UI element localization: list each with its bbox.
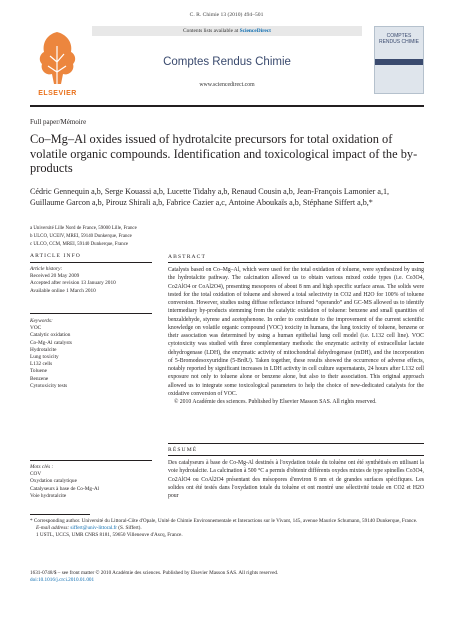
mot-cle: Catalyseurs à base de Co-Mg-Al — [30, 485, 100, 492]
article-title: Co–Mg–Al oxides issued of hydrotalcite precursors for total oxidation of volatile organic compounds. Identification and toxicological impact of the by-products — [30, 132, 418, 175]
elsevier-logo-icon — [30, 26, 85, 88]
journal-name: Comptes Rendus Chimie — [163, 56, 291, 68]
keyword: Catalytic oxidation — [30, 332, 71, 339]
abstract-rule — [168, 262, 424, 263]
publisher-wordmark: ELSEVIER — [38, 90, 77, 97]
journal-homepage-link[interactable]: www.sciencedirect.com — [199, 82, 255, 88]
journal-cover-thumbnail — [374, 26, 424, 94]
author-list: Cédric Gennequin a,b, Serge Kouassi a,b, Lucette Tidahy a,b, Renaud Cousin a,b, Jean-François Lamonier a,1, Guillaume Garcon a,b, Pirouz Shirali a,b, Fabrice Cazier a,c, Antoine Aboukaïs a,b, Stéphane Siffert a,b,* — [30, 187, 390, 207]
keywords-label: Keywords: — [30, 318, 53, 324]
mot-cle: COV — [30, 471, 42, 478]
email-suffix: (S. Siffert). — [117, 525, 142, 531]
mots-cles-block — [30, 464, 152, 500]
cover-band — [375, 59, 423, 65]
affiliation-b: b ULCO, UCEIV, MREI, 59140 Dunkerque, France — [30, 234, 132, 239]
doi-link[interactable]: doi:10.1016/j.crci.2010.01.001 — [30, 577, 95, 583]
resume-heading-block — [168, 446, 424, 454]
article-info-heading-block — [30, 253, 152, 260]
contents-availability — [92, 26, 362, 36]
abstract-heading: ABSTRACT — [168, 254, 207, 260]
footnotes — [30, 518, 424, 539]
abstract-body — [168, 266, 424, 406]
journal-reference: C. R. Chimie 13 (2010) 494–501 — [189, 12, 264, 18]
mots-rule — [30, 460, 152, 461]
abstract-text: Catalysts based on Co–Mg–Al, which were used for the total oxidation of toluene, were synthesized by using the hydrotalcite pathway. The calcination allowed us to obtain various mixed oxide types (i.e. Co3O4, Co2AlO4 or CoAl2O4), presenting mesopores of about 8 nm and high specific surface areas. The solids were tested for the total oxidation of toluene and showed a total selectivity in CO2 and H2O for 100% of toluene conversion. However, studies using diffuse reflectance infrared “operando” and GC-MS allowed us to identify intermediary by-products stemming from the catalytic oxidation of toluene: benzene and small quantities of benzaldehyde, styrene and acetophenone. In order to contribute to the improvement of the current scientific knowledge on volatile organic compound (VOC) toxicity in humans, the lung toxicity of toluene, benzene or their association was determined by using a human epithelial lung cell model (i.e. L132 cell line). VOC cytotoxicity was studied with three complementary methods: the enzymatic activity of extracellular lactate dehydrogenase (LDH), the enzymatic activity of mitochondrial dehydrogenase (mDH), and the incorporation of 5-Bromodesoxyuridine (5-BrdU). Taken together, these results showed the occurrence of adverse effects, notably reported by significant increases in LDH activity in cell culture supernatants, 24 hours after L132 cell exposure not only to toluene alone or benzene alone, but also to their association. This original approach allowed us to integrate some toxicological parameters to help the choice of new-dedicated catalysts for the oxidative conversion of VOC. — [168, 267, 424, 397]
abstract-copyright: © 2010 Académie des sciences. Published by Elsevier Masson SAS. All rights reserved. — [174, 399, 377, 405]
author-email-link[interactable]: siffert@univ-littoral.fr — [70, 525, 117, 531]
mot-cle: Oxydation catalytique — [30, 478, 77, 485]
article-info-rule — [30, 262, 152, 263]
article-history — [30, 266, 152, 295]
resume-rule — [168, 443, 424, 444]
keyword: VOC — [30, 325, 42, 332]
affiliation-a: a Université Lille Nord de France, 59000 Lille, France — [30, 226, 137, 231]
front-matter-footer — [30, 570, 424, 584]
article-info-heading: ARTICLE INFO — [30, 253, 81, 259]
cover-title: COMPTES RENDUS CHIMIE — [378, 33, 419, 45]
keyword: Co-Mg-Al catalysts — [30, 339, 72, 346]
journal-banner — [92, 26, 362, 100]
mots-cles-label: Mots clés : — [30, 464, 54, 470]
journal-masthead — [30, 26, 424, 100]
keyword: Hydrotalcite — [30, 346, 57, 353]
abstract-heading-block — [168, 253, 424, 261]
resume-heading: RÉSUMÉ — [168, 447, 198, 453]
affiliation-footnote: 1 USTL, UCCS, UMR CNRS 8181, 59650 Villeneuve d'Ascq, France. — [36, 532, 183, 538]
keyword: Cytotoxicity tests — [30, 382, 68, 389]
keyword: Benzene — [30, 375, 49, 382]
keyword: L132 cells — [30, 361, 53, 368]
history-received: Received 20 May 2009 — [30, 273, 80, 280]
mot-cle: Voie hydrotalcite — [30, 492, 67, 499]
history-accepted: Accepted after revision 13 January 2010 — [30, 280, 116, 287]
email-note — [30, 525, 424, 532]
sciencedirect-link[interactable]: ScienceDirect — [239, 28, 271, 34]
masthead-divider — [30, 105, 424, 107]
affiliations — [30, 225, 424, 249]
contents-prefix: Contents lists available at — [183, 28, 240, 34]
article-type: Full paper/Mémoire — [30, 118, 87, 126]
resume-body — [168, 459, 424, 500]
affiliation-c: c ULCO, CCM, MREI, 59140 Dunkerque, France — [30, 242, 129, 247]
keywords-block — [30, 318, 152, 390]
history-label: Article history: — [30, 266, 63, 272]
history-online: Available online 1 March 2010 — [30, 287, 96, 294]
resume-heading-rule — [168, 455, 424, 456]
keyword: Toluene — [30, 368, 47, 375]
corresponding-author-note: * Corresponding author. Université du Littoral-Côte d'Opale, Unité de Chimie Environnementale et Interactions sur le Vivant, 145, avenue Maurice Schumann, 59140 Dunkerque, France. — [30, 518, 418, 524]
resume-text: Des catalyseurs à base de Co-Mg-Al destinés à l'oxydation totale du toluène ont été synthétisés en utilisant la voie hydrotalcite. La calcination à 500 °C a permis d'obtenir différents oxydes mixtes de type spinelles Co3O4, Co2AlO4 ou CoAl2O4 présentant des mésopores d'environ 8 nm et de grandes surfaces spécifiques. Les solides ont été testés dans l'oxydation totale du toluène et ont montré une sélectivité totale en CO2 et H2O pour — [168, 460, 424, 499]
footnote-rule — [30, 514, 90, 515]
email-label: E-mail address: — [36, 525, 71, 531]
keyword: Lung toxicity — [30, 354, 59, 361]
keywords-rule — [30, 313, 152, 314]
issn-line: 1631-0748/$ – see front matter © 2010 Académie des sciences. Published by Elsevier Masson SAS. All rights reserved. — [30, 570, 279, 576]
